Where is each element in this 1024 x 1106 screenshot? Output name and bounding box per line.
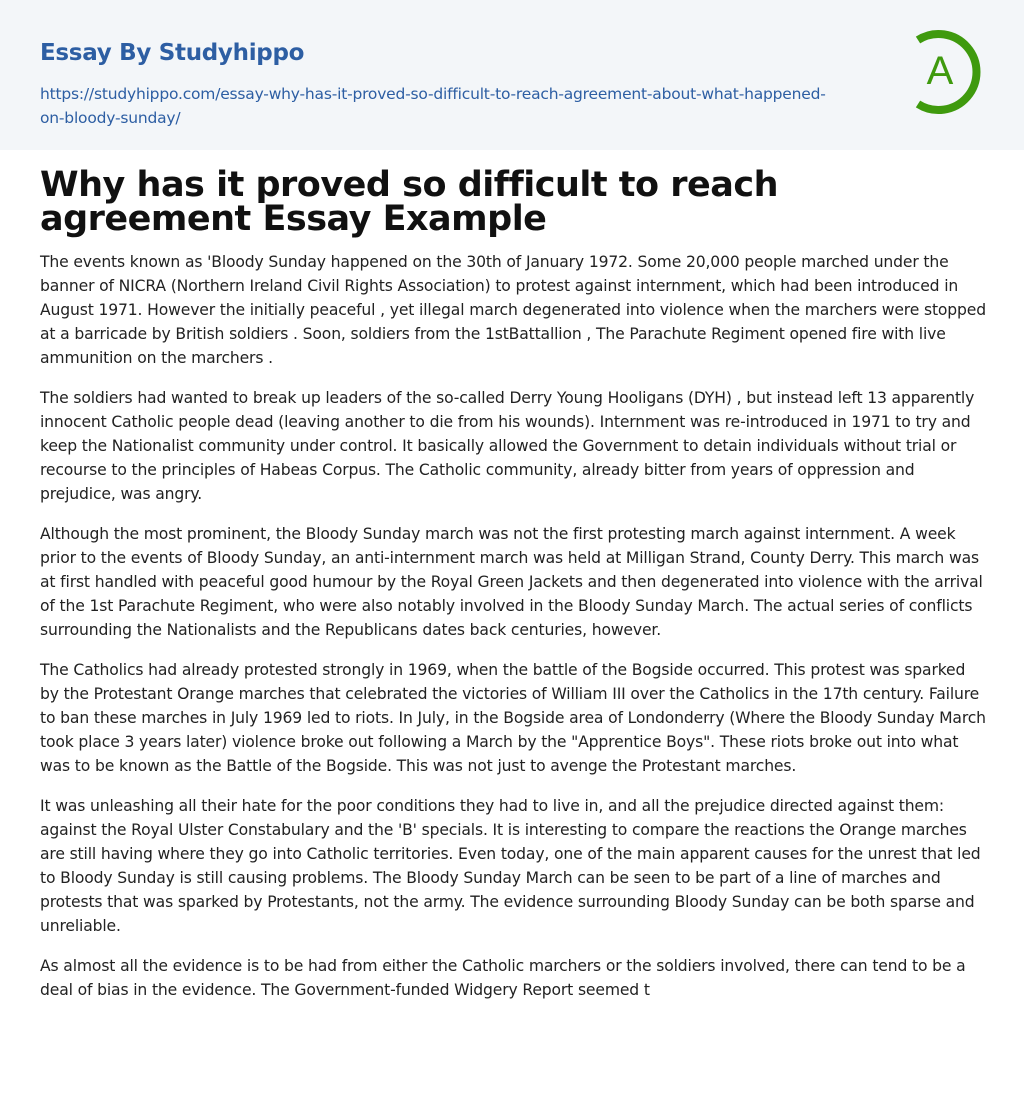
essay-body — [40, 250, 986, 1018]
essay-url-link[interactable]: https://studyhippo.com/essay-why-has-it-proved-so-difficult-to-reach-agreement-about-what-happened-on-bloody-sunday/ — [40, 85, 826, 127]
studyhippo-logo-icon — [908, 28, 988, 116]
essay-paragraph: Although the most prominent, the Bloody Sunday march was not the first protesting march against internment. A week prior to the events of Bloody Sunday, an anti-internment march was held at Milligan Strand, County Derry. This march was at first handled with peaceful good humour by the Royal Green Jackets and then degenerated into violence with the arrival of the 1st Parachute Regiment, who were also notably involved in the Bloody Sunday March. The actual series of conflicts surrounding the Nationalists and the Republicans dates back centuries, however. — [40, 525, 983, 639]
brand-title: Essay By Studyhippo — [40, 40, 305, 66]
page-title: Why has it proved so difficult to reach agreement Essay Example — [40, 165, 779, 239]
essay-paragraph: The Catholics had already protested strongly in 1969, when the battle of the Bogside occurred. This protest was sparked by the Protestant Orange marches that celebrated the victories of William III over the Catholics in the 17th century. Failure to ban these marches in July 1969 led to riots. In July, in the Bogside area of Londonderry (Where the Bloody Sunday March took place 3 years later) violence broke out following a March by the "Apprentice Boys". These riots broke out into what was to be known as the Battle of the Bogside. This was not just to avenge the Protestant marches. — [40, 661, 986, 775]
essay-paragraph: As almost all the evidence is to be had from either the Catholic marchers or the soldiers involved, there can tend to be a deal of bias in the evidence. The Government-funded Widgery Report seemed t — [40, 957, 966, 999]
site-header — [0, 0, 1024, 150]
svg-text:A: A — [926, 49, 954, 93]
essay-paragraph: The events known as 'Bloody Sunday happened on the 30th of January 1972. Some 20,000 people marched under the banner of NICRA (Northern Ireland Civil Rights Association) to protest against internment, which had been introduced in August 1971. However the initially peaceful , yet illegal march degenerated into violence when the marchers were stopped at a barricade by British soldiers . Soon, soldiers from the 1stBattallion , The Parachute Regiment opened fire with live ammunition on the marchers . — [40, 253, 986, 367]
essay-paragraph: The soldiers had wanted to break up leaders of the so-called Derry Young Hooligans (DYH) , but instead left 13 apparently innocent Catholic people dead (leaving another to die from his wounds). Internment was re-introduced in 1971 to try and keep the Nationalist community under control. It basically allowed the Government to detain individuals without trial or recourse to the principles of Habeas Corpus. The Catholic community, already bitter from years of oppression and prejudice, was angry. — [40, 389, 975, 503]
essay-paragraph: It was unleashing all their hate for the poor conditions they had to live in, and all the prejudice directed against them: against the Royal Ulster Constabulary and the 'B' specials. It is interesting to compare the reactions the Orange marches are still having where they go into Catholic territories. Even today, one of the main apparent causes for the unrest that led to Bloody Sunday is still causing problems. The Bloody Sunday March can be seen to be part of a line of marches and protests that was sparked by Protestants, not the army. The evidence surrounding Bloody Sunday can be both sparse and unreliable. — [40, 797, 981, 935]
